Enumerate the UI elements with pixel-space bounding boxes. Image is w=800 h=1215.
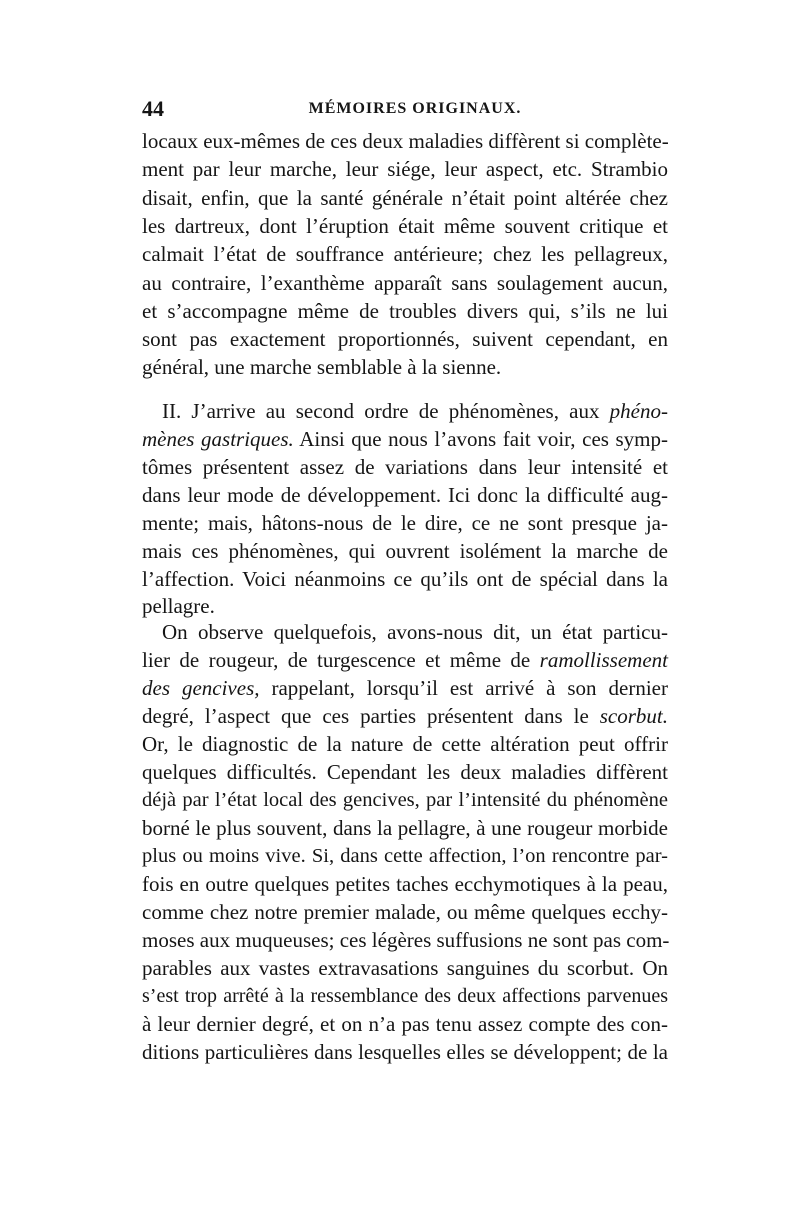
text-line: au contraire, l’exanthème apparaît sans soulagement aucun, (142, 271, 668, 295)
text-line: disait, enfin, que la santé générale n’était point altérée chez (142, 186, 668, 210)
text-line: tômes présentent assez de variations dans leur intensité et (142, 455, 668, 479)
italic-term: des gencives, (142, 676, 260, 700)
text-run: rappelant, lorsqu’il est arrivé à son dernier (259, 676, 668, 700)
text-line: et s’accompagne même de troubles divers qui, s’ils ne lui (142, 299, 668, 323)
text-line: Or, le diagnostic de la nature de cette altération peut offrir (142, 732, 668, 756)
text-line (142, 426, 668, 452)
italic-term: phéno- (609, 399, 668, 423)
text-run: II. J’arrive au second ordre de phénomènes, aux (162, 399, 610, 423)
text-line: ditions particulières dans lesquelles elles se développent; de la (142, 1040, 668, 1064)
text-line: pellagre. (142, 594, 215, 618)
text-line: calmait l’état de souffrance antérieure; chez les pellagreux, (142, 242, 668, 266)
text-line: dans leur mode de développement. Ici donc la difficulté aug- (142, 483, 668, 507)
text-line: ment par leur marche, leur siége, leur aspect, etc. Strambio (142, 157, 668, 181)
text-line: les dartreux, dont l’éruption était même souvent critique et (142, 214, 668, 238)
text-line: quelques difficultés. Cependant les deux maladies diffèrent (142, 760, 668, 784)
text-line: fois en outre quelques petites taches ecchymotiques à la peau, (142, 872, 668, 896)
text-line: général, une marche semblable à la sienne. (142, 355, 502, 379)
text-run: lier de rougeur, de turgescence et même de (142, 648, 540, 672)
italic-term: scorbut. (599, 704, 668, 728)
text-line: plus ou moins vive. Si, dans cette affection, l’on rencontre par- (142, 845, 668, 867)
text-run: degré, l’aspect que ces parties présentent dans le (142, 704, 600, 728)
text-line (142, 703, 668, 729)
italic-term: mènes gastriques. (142, 427, 294, 451)
text-line: moses aux muqueuses; ces légères suffusions ne sont pas com- (142, 928, 670, 952)
text-line: déjà par l’état local des gencives, par l’intensité du phénomène (142, 789, 668, 811)
text-line: comme chez notre premier malade, ou même quelques ecchy- (142, 900, 668, 924)
text-line: à leur dernier degré, et on n’a pas tenu assez compte des con- (142, 1012, 668, 1036)
italic-term: ramollissement (539, 648, 668, 672)
text-line: s’est trop arrêté à la ressemblance des deux affections parvenues (142, 985, 668, 1007)
text-line: mente; mais, hâtons-nous de le dire, ce ne sont presque ja- (142, 511, 668, 535)
page-header (142, 96, 668, 126)
text-line (142, 675, 668, 701)
text-line (142, 647, 668, 673)
running-head: MÉMOIRES ORIGINAUX. (308, 100, 522, 117)
text-line: parables aux vastes extravasations sanguines du scorbut. On (142, 956, 668, 980)
page-number: 44 (142, 96, 164, 121)
text-run: Ainsi que nous l’avons fait voir, ces symp- (293, 427, 668, 451)
text-line: locaux eux-mêmes de ces deux maladies diffèrent si complète- (142, 129, 669, 153)
text-line: On observe quelquefois, avons-nous dit, un état particu- (162, 620, 668, 644)
text-line: l’affection. Voici néanmoins ce qu’ils ont de spécial dans la (142, 567, 668, 591)
text-line: borné le plus souvent, dans la pellagre, à une rougeur morbide (142, 816, 668, 840)
text-line: sont pas exactement proportionnés, suivent cependant, en (142, 327, 668, 351)
text-line (162, 398, 668, 424)
text-line: mais ces phénomènes, qui ouvrent isolément la marche de (142, 539, 668, 563)
